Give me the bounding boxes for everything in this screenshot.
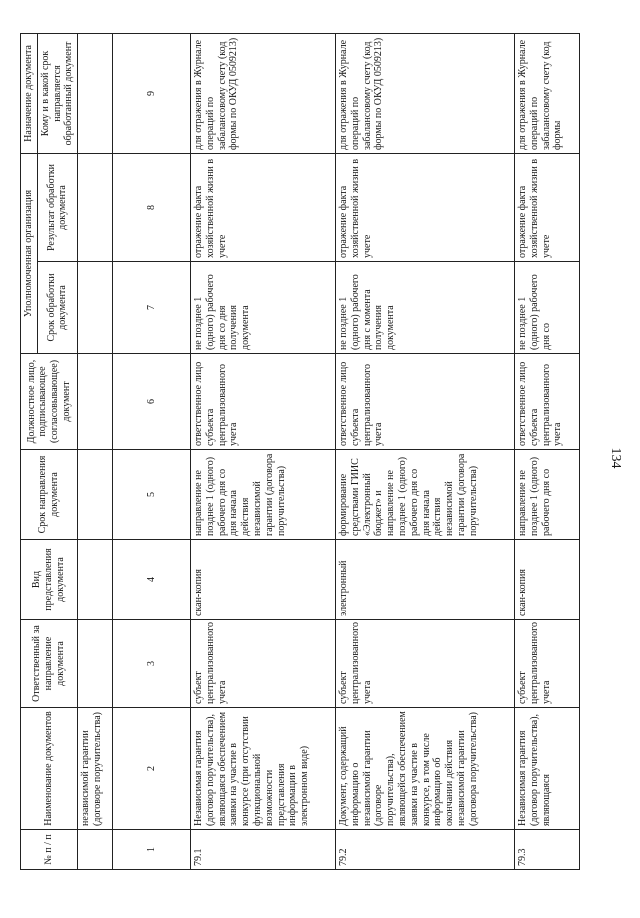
cell-empty	[78, 620, 113, 708]
column-number: 5	[113, 450, 191, 540]
column-number: 2	[113, 708, 191, 830]
header-authorized-org: Уполномоченная организация	[21, 153, 38, 353]
header-name: Наименование документов	[21, 708, 78, 830]
recipient: для отражения в Журнале операций по забалансовому счету (код формы по ОКУД 0509213)	[191, 33, 336, 153]
continuation-row	[78, 33, 113, 869]
header-recipient: Кому и в какой срок направляется обработанный документ	[37, 33, 77, 153]
processing-term: не позднее 1 (одного) рабочего дня с момента получения документа	[336, 262, 515, 354]
column-number: 3	[113, 620, 191, 708]
signer: ответственное лицо субъекта централизованного учета	[336, 354, 515, 450]
cell-empty	[78, 540, 113, 620]
column-number: 7	[113, 262, 191, 354]
table-row	[191, 33, 336, 869]
column-number: 8	[113, 153, 191, 261]
cell-empty	[78, 33, 113, 153]
row-number: 79.1	[191, 830, 336, 870]
processing-term: не позднее 1 (одного) рабочего дня со дня получения документа	[191, 262, 336, 354]
responsible: субъект централизованного учета	[336, 620, 515, 708]
processing-result: отражение факта хозяйственной жизни в учете	[191, 153, 336, 261]
document-table	[20, 33, 580, 870]
header-purpose: Назначение документа	[21, 33, 38, 153]
presentation-form: скан-копия	[515, 540, 580, 620]
processing-term: не позднее 1 (одного) рабочего дня со	[515, 262, 580, 354]
table-row	[515, 33, 580, 869]
presentation-form: скан-копия	[191, 540, 336, 620]
processing-result: отражение факта хозяйственной жизни в учете	[336, 153, 515, 261]
header-responsible: Ответственный за направление документа	[21, 620, 78, 708]
column-number: 1	[113, 830, 191, 870]
document-name: Независимая гарантия (договор поручительства), являющаяся обеспечением заявки на участие в конкурсе (при отсутствии функциональной возможности представления информации в электронном виде)	[191, 708, 336, 830]
send-deadline: направление не позднее 1 (одного) рабочего дня со	[515, 450, 580, 540]
processing-result: отражение факта хозяйственной жизни в учете	[515, 153, 580, 261]
signer: ответственное лицо субъекта централизованного учета	[191, 354, 336, 450]
header-deadline: Срок направления документа	[21, 450, 78, 540]
cell-empty	[78, 354, 113, 450]
document-name: Независимая гарантия (договор поручительства), являющаяся	[515, 708, 580, 830]
presentation-form: электронный	[336, 540, 515, 620]
recipient: для отражения в Журнале операций по забалансовому счету (код формы по ОКУД 0509213)	[336, 33, 515, 153]
row-number: 79.2	[336, 830, 515, 870]
cell-empty	[78, 450, 113, 540]
cell-empty	[78, 262, 113, 354]
header-processing-term: Срок обработки документа	[37, 262, 77, 354]
column-number: 9	[113, 33, 191, 153]
header-form: Вид представления документа	[21, 540, 78, 620]
responsible: субъект централизованного учета	[515, 620, 580, 708]
column-number: 4	[113, 540, 191, 620]
cell-empty	[78, 153, 113, 261]
header-row-1	[21, 33, 38, 869]
header-signer: Должностное лицо, подписывающее (согласовывающее) документ	[21, 354, 78, 450]
row-number: 79.3	[515, 830, 580, 870]
recipient: для отражения в Журнале операций по забалансовому счету (код формы	[515, 33, 580, 153]
page-number: 134	[608, 447, 623, 469]
document-name: Документ, содержащий информацию о независимой гарантии (договоре поручительства), являющейся обеспечением заявки на участие в конкурсе, в том числе информацию об окончании действия независимой гарантии (договора поручительства)	[336, 708, 515, 830]
cell-num	[78, 830, 113, 870]
send-deadline: направление не позднее 1 (одного) рабочего дня со дня начала действия независимой гарантии (договора поручительства)	[191, 450, 336, 540]
signer: ответственное лицо субъекта централизованного учета	[515, 354, 580, 450]
header-result: Результат обработки документа	[37, 153, 77, 261]
cell-name: независимой гарантии (договоре поручительства)	[78, 708, 113, 830]
responsible: субъект централизованного учета	[191, 620, 336, 708]
column-number: 6	[113, 354, 191, 450]
send-deadline: формирование средствами ГИИС «Электронный бюджет» и направление не позднее 1 (одного) рабочего дня со дня начала действия независимой гарантии (договора поручительства)	[336, 450, 515, 540]
column-numbers-row	[113, 33, 191, 869]
header-num: № п / п	[21, 830, 78, 870]
table-row	[336, 33, 515, 869]
